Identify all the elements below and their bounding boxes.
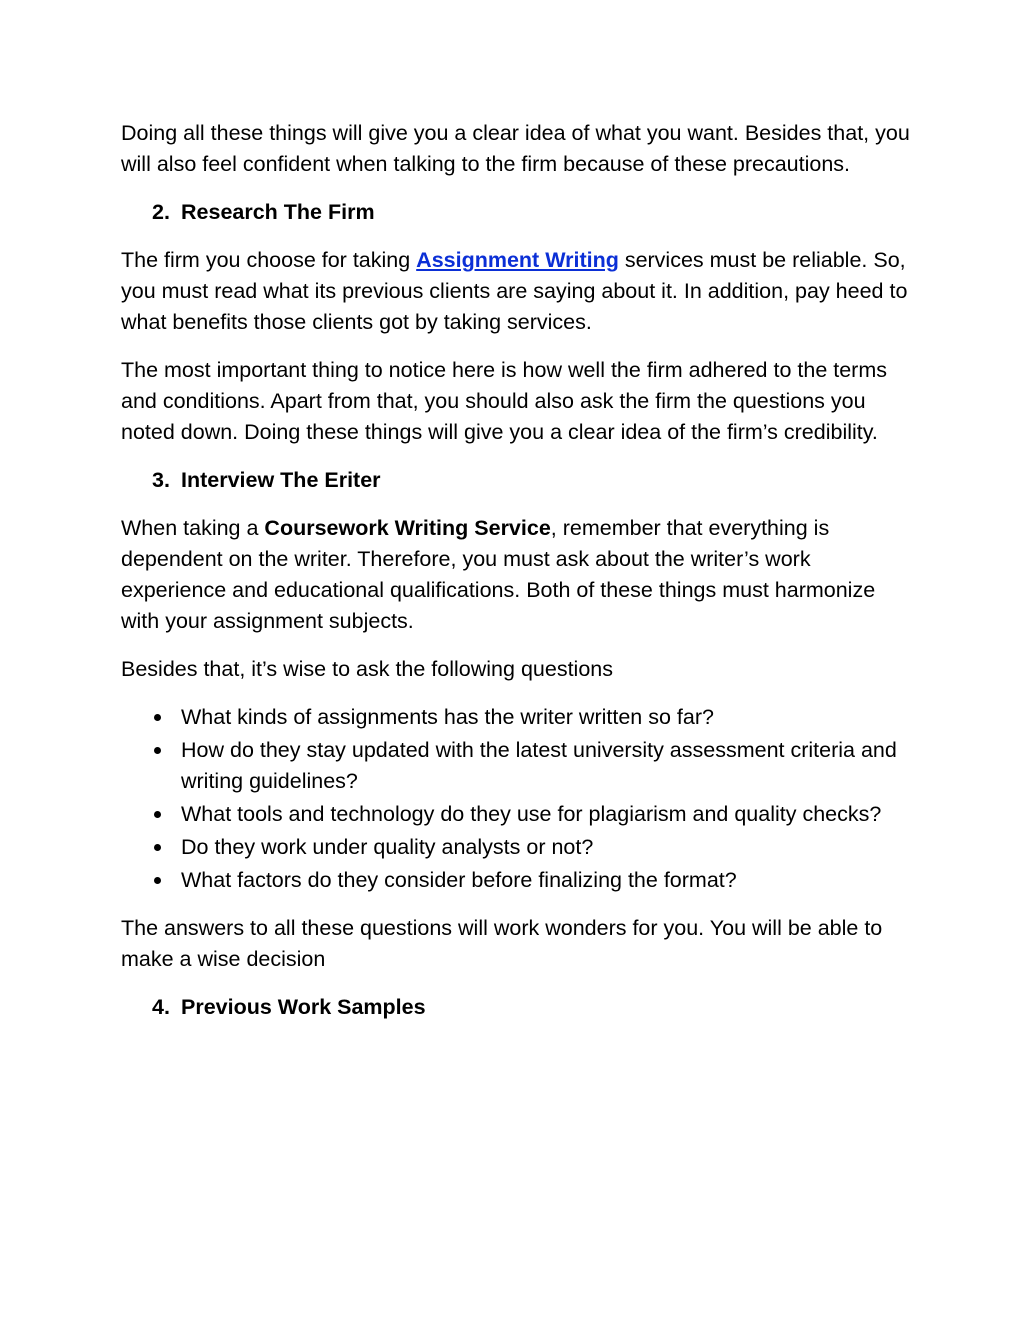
section-2-title: Research The Firm: [181, 200, 375, 224]
list-item: What tools and technology do they use for plagiarism and quality checks?: [121, 799, 911, 830]
list-item: What factors do they consider before finalizing the format?: [121, 865, 911, 896]
questions-list: [121, 702, 911, 896]
section-3-number: 3.: [152, 468, 170, 492]
list-item: Do they work under quality analysts or not?: [121, 832, 911, 863]
section-4-heading: [121, 992, 911, 1023]
list-item: What kinds of assignments has the writer written so far?: [121, 702, 911, 733]
section-3-para1-before: When taking a: [121, 516, 265, 540]
section-2-paragraph-2: The most important thing to notice here is how well the firm adhered to the terms and conditions. Apart from that, you should also ask the firm the questions you noted down. Doing these things will give you a clear idea of the firm’s credibility.: [121, 358, 888, 444]
bullet-icon: [121, 865, 181, 896]
section-3-paragraph-1: [121, 513, 911, 637]
document-page: [121, 118, 911, 1040]
section-3-paragraph-3: The answers to all these questions will work wonders for you. You will be able to make a wise decision: [121, 916, 883, 971]
section-3-paragraph-2: Besides that, it’s wise to ask the following questions: [121, 657, 613, 681]
section-2-para1-before: The firm you choose for taking: [121, 248, 417, 272]
section-4-title: Previous Work Samples: [181, 995, 426, 1019]
coursework-writing-service-text: Coursework Writing Service: [264, 516, 551, 540]
list-item: How do they stay updated with the latest university assessment criteria and writing guidelines?: [121, 735, 911, 797]
section-3-para1-after: , remember that everything is dependent on the writer. Therefore, you must ask about the writer’s work experience and educational qualifications. Both of these things must harmonize with your assignment subjects.: [121, 516, 876, 633]
section-2-para1-after: services must be reliable. So, you must read what its previous clients are saying about it. In addition, pay heed to what benefits those clients got by taking services.: [121, 248, 908, 334]
bullet-icon: [121, 702, 181, 733]
section-3-title: Interview The Eriter: [181, 468, 381, 492]
section-2-number: 2.: [152, 200, 170, 224]
assignment-writing-link[interactable]: Assignment Writing: [416, 248, 619, 272]
section-2-paragraph-1: [121, 245, 911, 338]
section-4-number: 4.: [152, 995, 170, 1019]
bullet-icon: [121, 735, 181, 797]
bullet-icon: [121, 799, 181, 830]
bullet-icon: [121, 832, 181, 863]
intro-paragraph: Doing all these things will give you a clear idea of what you want. Besides that, you will also feel confident when talking to the firm because of these precautions.: [121, 121, 910, 176]
section-3-heading: [121, 465, 911, 496]
section-2-heading: [121, 197, 911, 228]
